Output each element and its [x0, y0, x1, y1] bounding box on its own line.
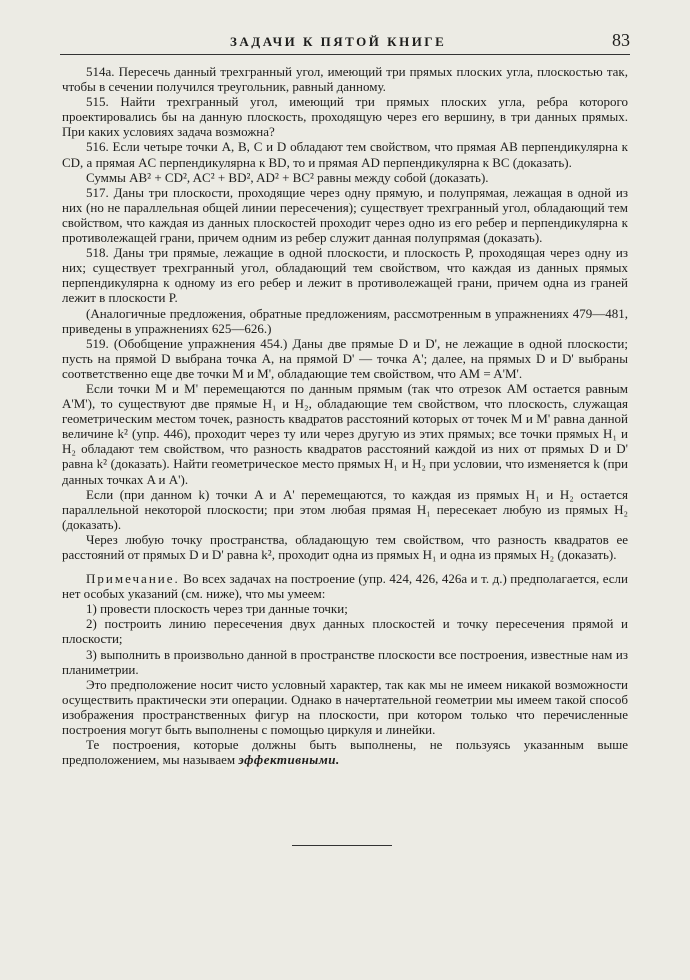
exercise-515: 515. Найти трехгранный угол, имеющий три прямых плоских угла, ребра которого проектировались бы на данную плоскость, проходящую через его вершину, в три данных прямых. При каких условиях задача возможна?: [62, 94, 628, 140]
exercise-518-remark: (Аналогичные предложения, обратные предложениям, рассмотренным в упражнениях 479—481, приведены в упражнениях 625—626.): [62, 305, 628, 336]
exercise-519-part-3: Если (при данном k) точки A и A' перемещаются, то каждая из прямых H₁ и H₂ остается параллельной некоторой плоскости; при этом любая прямая H₁ пересекает любую из прямых H₂ (доказать).: [62, 486, 628, 532]
note-definition-text: Те построения, которые должны быть выполнены, не пользуясь указанным выше предположением, мы называем: [62, 737, 628, 768]
exercise-518: 518. Даны три прямые, лежащие в одной плоскости, и плоскость P, проходящая через одну из них; существует трехгранный угол, обладающий тем свойством, что каждая из данных прямых перпендикулярна к одному из его ребер и лежит в противолежащей грани, причем одна из граней лежит в плоскости P.: [62, 245, 628, 306]
note-definition: [62, 737, 628, 767]
exercise-519-part-2: Если точки M и M' перемещаются по данным прямым (так что отрезок AM остается равным A'M'), то существуют две прямые H₁ и H₂, обладающие тем свойством, что плоскость, служащая геометрическим местом точек, разность квадратов расстояний которых от точек M и M' равна данной величине k² (упр. 446), проходит через ту или через другую из этих прямых; все точки прямых H₁ и H₂ обладают тем свойством, что разность квадратов расстояний каждой из них от прямых D и D' равна k² (доказать). Найти геометрическое место прямых H₁ и H₂ при условии, что изменяется k (при данных точках A и A').: [62, 380, 628, 487]
note-intro: [62, 571, 628, 601]
note-item-3: 3) выполнить в произвольно данной в пространстве плоскости все построения, известные нам из планиметрии.: [62, 646, 628, 677]
exercise-519-part-4: Через любую точку пространства, обладающую тем свойством, что разность квадратов ее расстояний от прямых D и D' равна k², проходит одна из прямых H₁ и одна из прямых H₂ (доказать).: [62, 531, 628, 562]
note-intro-text: Во всех задачах на построение (упр. 424, 426, 426а и т. д.) предполагается, если нет особых указаний (см. ниже), что мы умеем:: [62, 571, 629, 602]
header-rule: [60, 54, 630, 55]
page-number: 83: [612, 30, 630, 50]
footer-rule: [292, 845, 392, 846]
exercise-519: 519. (Обобщение упражнения 454.) Даны две прямые D и D', не лежащие в одной плоскости; пусть на прямой D выбрана точка A, на прямой D' — точка A'; далее, на прямых D и D' выбраны соответственно еще две точки M и M', обладающие тем свойством, что AM = A'M'.: [62, 335, 628, 381]
page-body: [62, 64, 628, 767]
exercise-517: 517. Даны три плоскости, проходящие через одну прямую, и полупрямая, лежащая в одной из них (но не параллельная общей линии пересечения); существует трехгранный угол, обладающий тем свойством, что каждая из данных плоскостей проходит через одно из его ребер и перпендикулярна к противолежащей грани, причем одним из ребер служит данная полупрямая (доказать).: [62, 184, 628, 246]
page-header: [60, 28, 630, 56]
exercise-516-sums: Суммы AB² + CD², AC² + BD², AD² + BC² равны между собой (доказать).: [86, 169, 489, 185]
note-item-2: 2) построить линию пересечения двух данных плоскостей и точку пересечения прямой и плоскости;: [62, 616, 628, 647]
running-title: ЗАДАЧИ К ПЯТОЙ КНИГЕ: [230, 34, 447, 49]
note-explanation: Это предположение носит чисто условный характер, так как мы не имеем никакой возможности осуществить практически эти операции. Однако в начертательной геометрии мы имеем такой способ изображения пространственных фигур на плоскости, при котором только что перечисленные построения могут быть выполнены с помощью циркуля и линейки.: [62, 676, 628, 738]
note-label: Примечание.: [86, 571, 180, 587]
exercise-516: 516. Если четыре точки A, B, C и D обладают тем свойством, что прямая AB перпендикулярна к CD, а прямая AC перпендикулярна к BD, то и прямая AD перпендикулярна к BC (доказать).: [62, 139, 628, 170]
effective-term: эффективными.: [238, 752, 340, 768]
exercise-514a: 514а. Пересечь данный трехгранный угол, имеющий три прямых плоских угла, плоскостью так, чтобы в сечении получился треугольник, равный данному.: [62, 64, 628, 95]
note-item-1: 1) провести плоскость через три данные точки;: [86, 601, 348, 617]
